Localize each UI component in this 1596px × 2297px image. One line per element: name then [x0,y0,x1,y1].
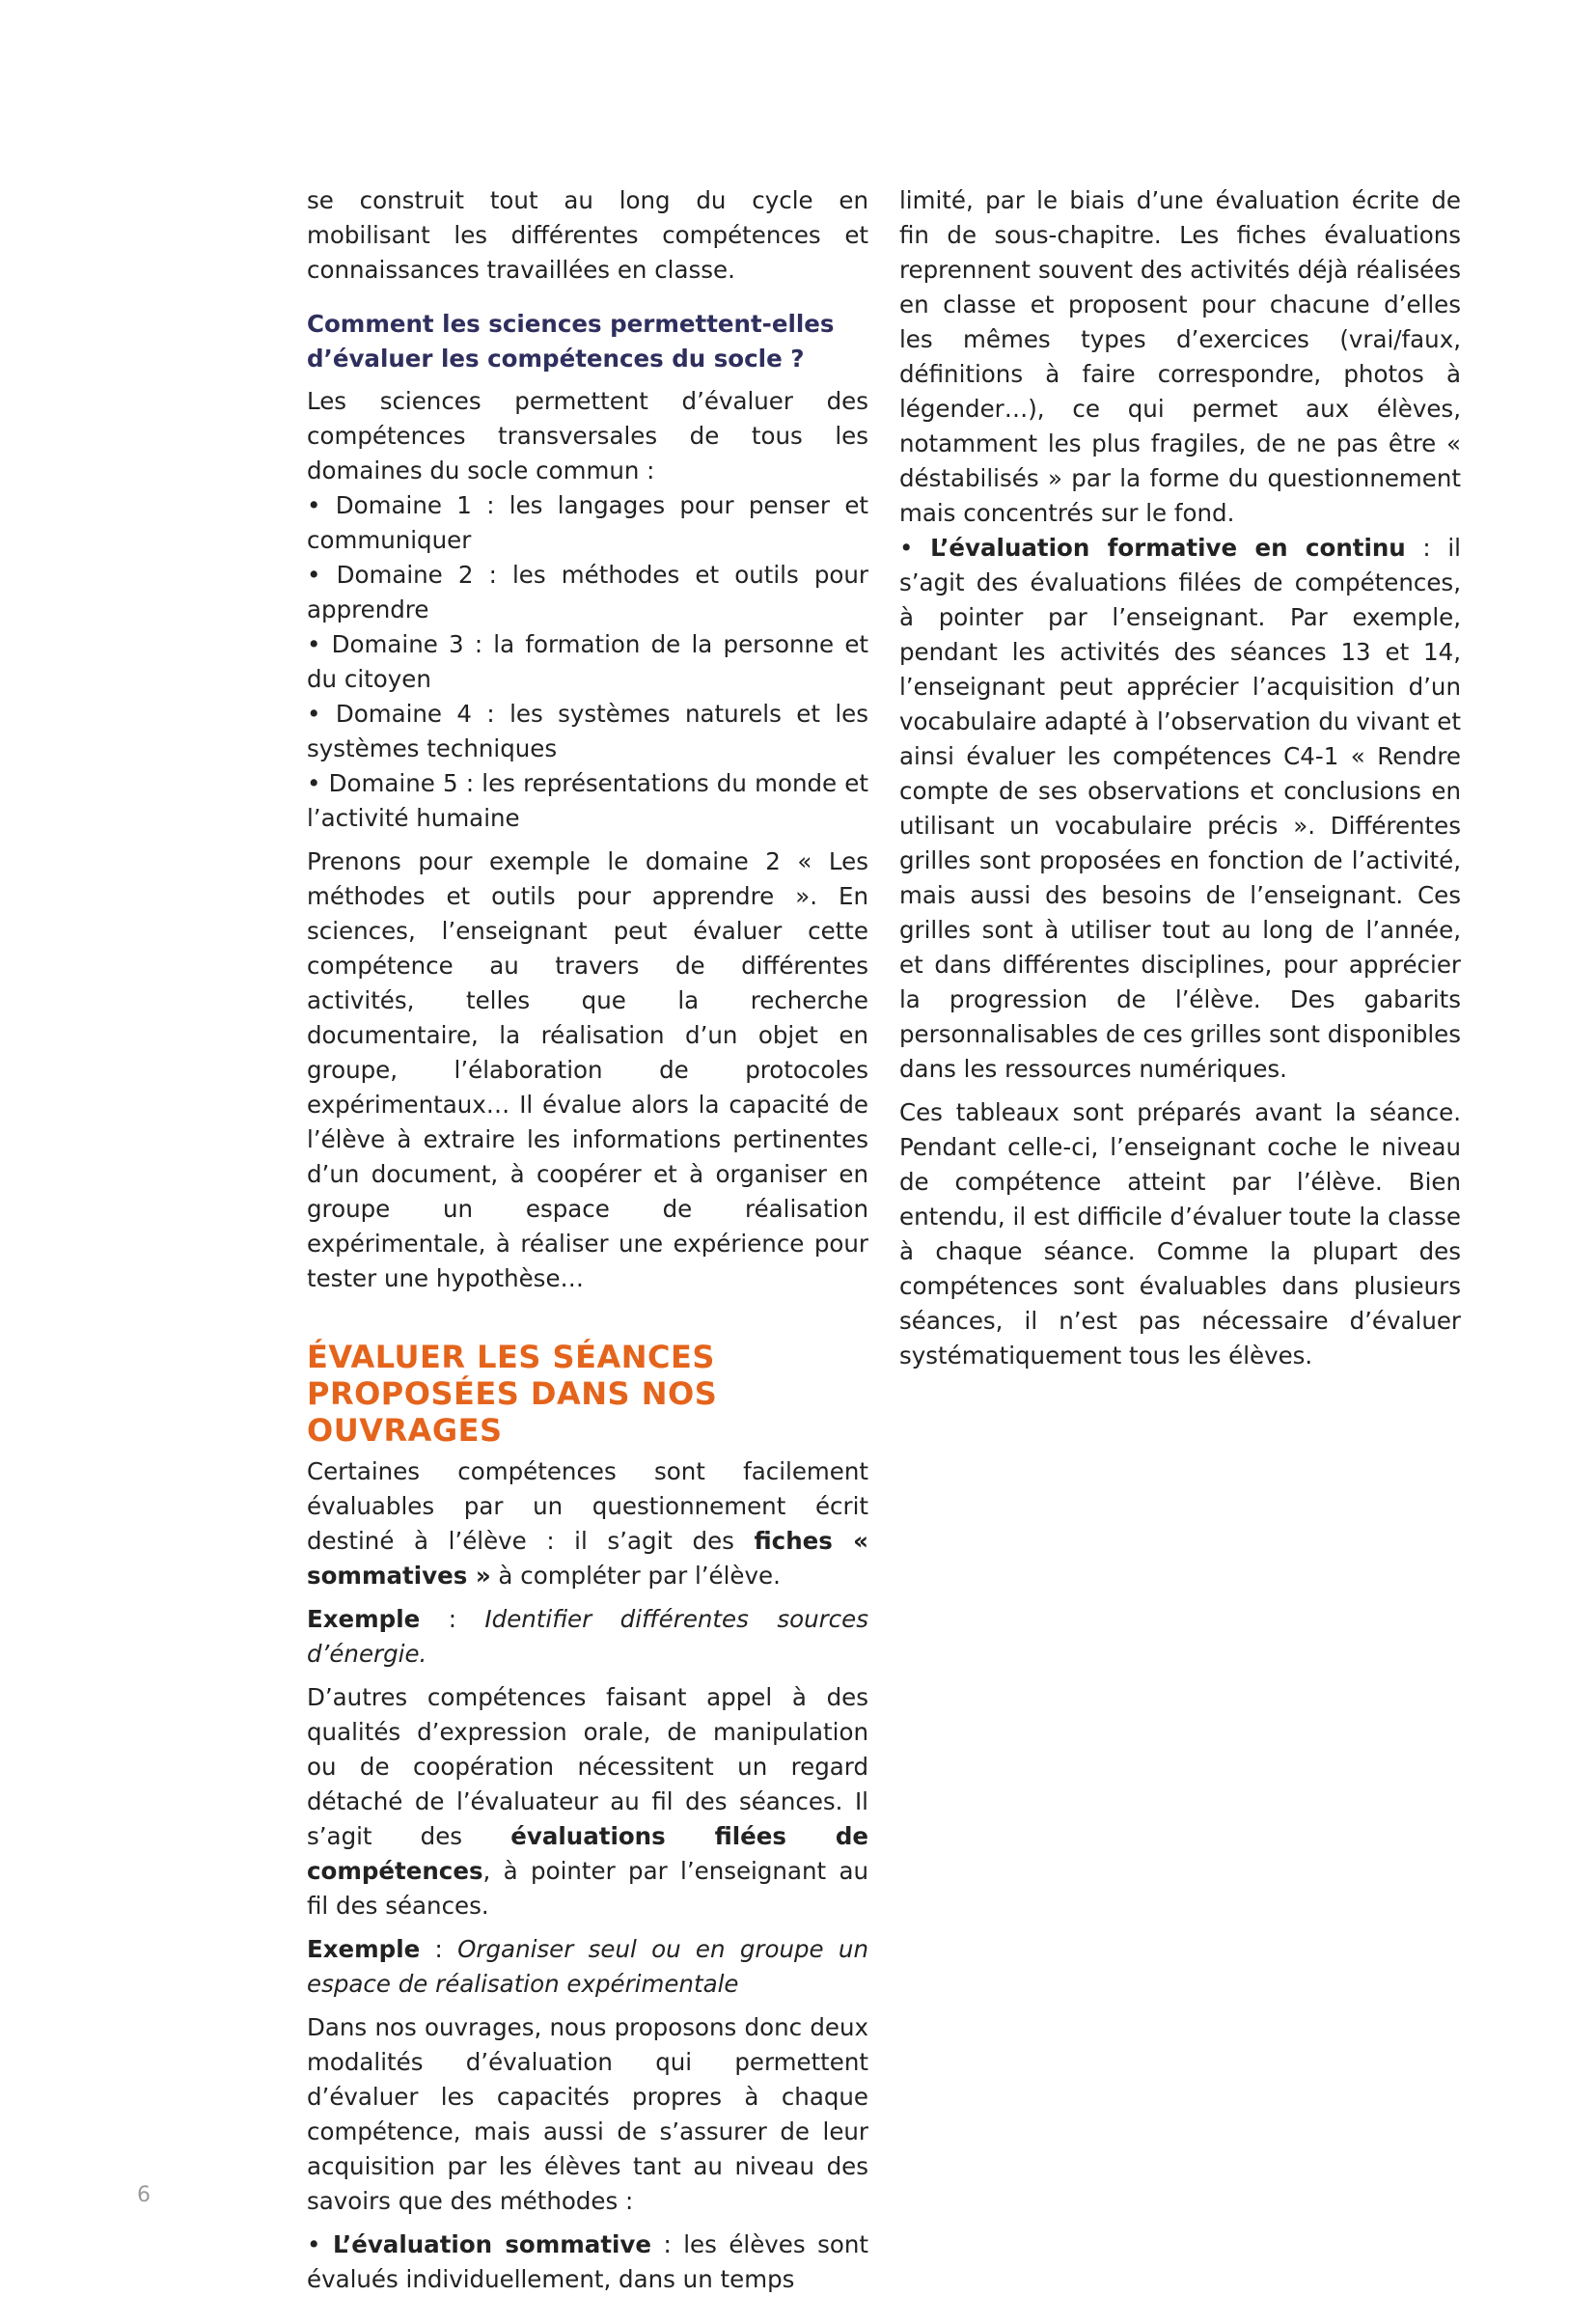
domain-list [307,488,868,836]
page-number: 6 [137,2183,151,2207]
question-heading: Comment les sciences permettent-elles d’évaluer les compétences du socle ? [307,310,835,373]
formative-bullet-text: : il s’agit des évaluations filées de compétences, à pointer par l’enseignant. Par exemple, pendant les activités des séances 13 et 14, l’enseignant peut apprécier l’acquisition d’un vocabulaire adapté à l’observation du vivant et ainsi évaluer les compétences C4-1 « Rendre compte de ses observations et conclusions en utilisant un vocabulaire précis ». Différentes grilles sont proposées en fonction de l’activité, mais aussi des besoins de l’enseignant. Ces grilles sont à utiliser tout au long de l’année, et dans différentes disciplines, pour apprécier la progression de l’élève. Des gabarits personnalisables de ces grilles sont disponibles dans les ressources numériques. [899,534,1461,1083]
section-heading-line-2: PROPOSÉES DANS NOS OUVRAGES [307,1375,718,1449]
summative-bullet-text: : les élèves sont évalués individuellement, dans un temps [307,2230,868,2293]
section-heading [307,1339,868,1449]
intro-paragraph: se construit tout au long du cycle en mobilisant les différentes compétences et connaissances travaillées en classe. [307,186,868,284]
domain-item-4: • Domaine 4 : les systèmes naturels et les systèmes techniques [307,700,868,762]
summative-bullet-continued: limité, par le biais d’une évaluation écrite de fin de sous-chapitre. Les fiches évaluations reprennent souvent des activités déjà réalisées en classe et proposent pour chacune d’elles les mêmes types d’exercices (vrai/faux, définitions à faire correspondre, photos à légender…), ce qui permet aux élèves, notamment les plus fragiles, de ne pas être « déstabilisés » par la forme du questionnement mais concentrés sur le fond. [899,186,1461,527]
formative-bullet-label: L’évaluation formative en continu [930,534,1406,562]
left-column [307,183,868,2297]
example-1 [307,1602,868,1672]
summative-bullet [307,2228,868,2297]
bullet-glyph: • [307,2230,333,2258]
example-1-sep: : [420,1605,485,1633]
formative-bullet [899,531,1461,1087]
tables-paragraph: Ces tableaux sont préparés avant la séance. Pendant celle-ci, l’enseignant coche le niveau de compétence atteint par l’élève. Bien entendu, il est difficile d’évaluer toute la classe à chaque séance. Comme la plupart des compétences sont évaluables dans plusieurs séances, il n’est pas nécessaire d’évaluer systématiquement tous les élèves. [899,1098,1461,1370]
summative-paragraph [307,1454,868,1593]
summative-text-end: à compléter par l’élève. [490,1562,781,1590]
formative-paragraph [307,1680,868,1923]
bullet-glyph: • [899,534,931,562]
modalities-paragraph: Dans nos ouvrages, nous proposons donc deux modalités d’évaluation qui permettent d’évaluer les capacités propres à chaque compétence, mais aussi de s’assurer de leur acquisition par les élèves tant au niveau des savoirs que des méthodes : [307,2013,868,2215]
example-2-text: Organiser seul ou en groupe un espace de réalisation expérimentale [307,1935,868,1998]
summative-bullet-label: L’évaluation sommative [332,2230,652,2258]
summative-text-start: Certaines compétences sont facilement évaluables par un questionnement écrit destiné à l’élève : il s’agit des [307,1457,868,1555]
summative-bold: fiches « sommatives » [307,1527,869,1590]
example-1-label: Exemple [307,1605,421,1633]
example-2 [307,1932,868,2002]
formative-bold: évaluations filées de compétences [307,1822,869,1885]
domain-item-1: • Domaine 1 : les langages pour penser et communiquer [307,491,868,554]
right-column [899,183,1461,1373]
formative-text-end: , à pointer par l’enseignant au fil des séances. [307,1857,868,1920]
example-1-text: Identifier différentes sources d’énergie. [307,1605,868,1668]
domain-item-2: • Domaine 2 : les méthodes et outils pour apprendre [307,561,868,623]
domain-item-3: • Domaine 3 : la formation de la personne et du citoyen [307,630,868,693]
formative-text-start: D’autres compétences faisant appel à des qualités d’expression orale, de manipulation ou de coopération nécessitent un regard détaché de l’évaluateur au fil des séances. Il s’agit des [307,1683,868,1850]
example-2-label: Exemple [307,1935,421,1963]
domains-intro-paragraph: Les sciences permettent d’évaluer des compétences transversales de tous les domaines du socle commun : [307,387,868,484]
example-2-sep: : [420,1935,458,1963]
domain-item-5: • Domaine 5 : les représentations du monde et l’activité humaine [307,769,868,832]
section-heading-line-1: ÉVALUER LES SÉANCES [307,1339,715,1375]
example-domain-paragraph: Prenons pour exemple le domaine 2 « Les méthodes et outils pour apprendre ». En sciences, l’enseignant peut évaluer cette compétence au travers de différentes activités, telles que la recherche documentaire, la réalisation d’un objet en groupe, l’élaboration de protocoles expérimentaux… Il évalue alors la capacité de l’élève à extraire les informations pertinentes d’un document, à coopérer et à organiser en groupe un espace de réalisation expérimentale, à réaliser une expérience pour tester une hypothèse… [307,847,868,1292]
